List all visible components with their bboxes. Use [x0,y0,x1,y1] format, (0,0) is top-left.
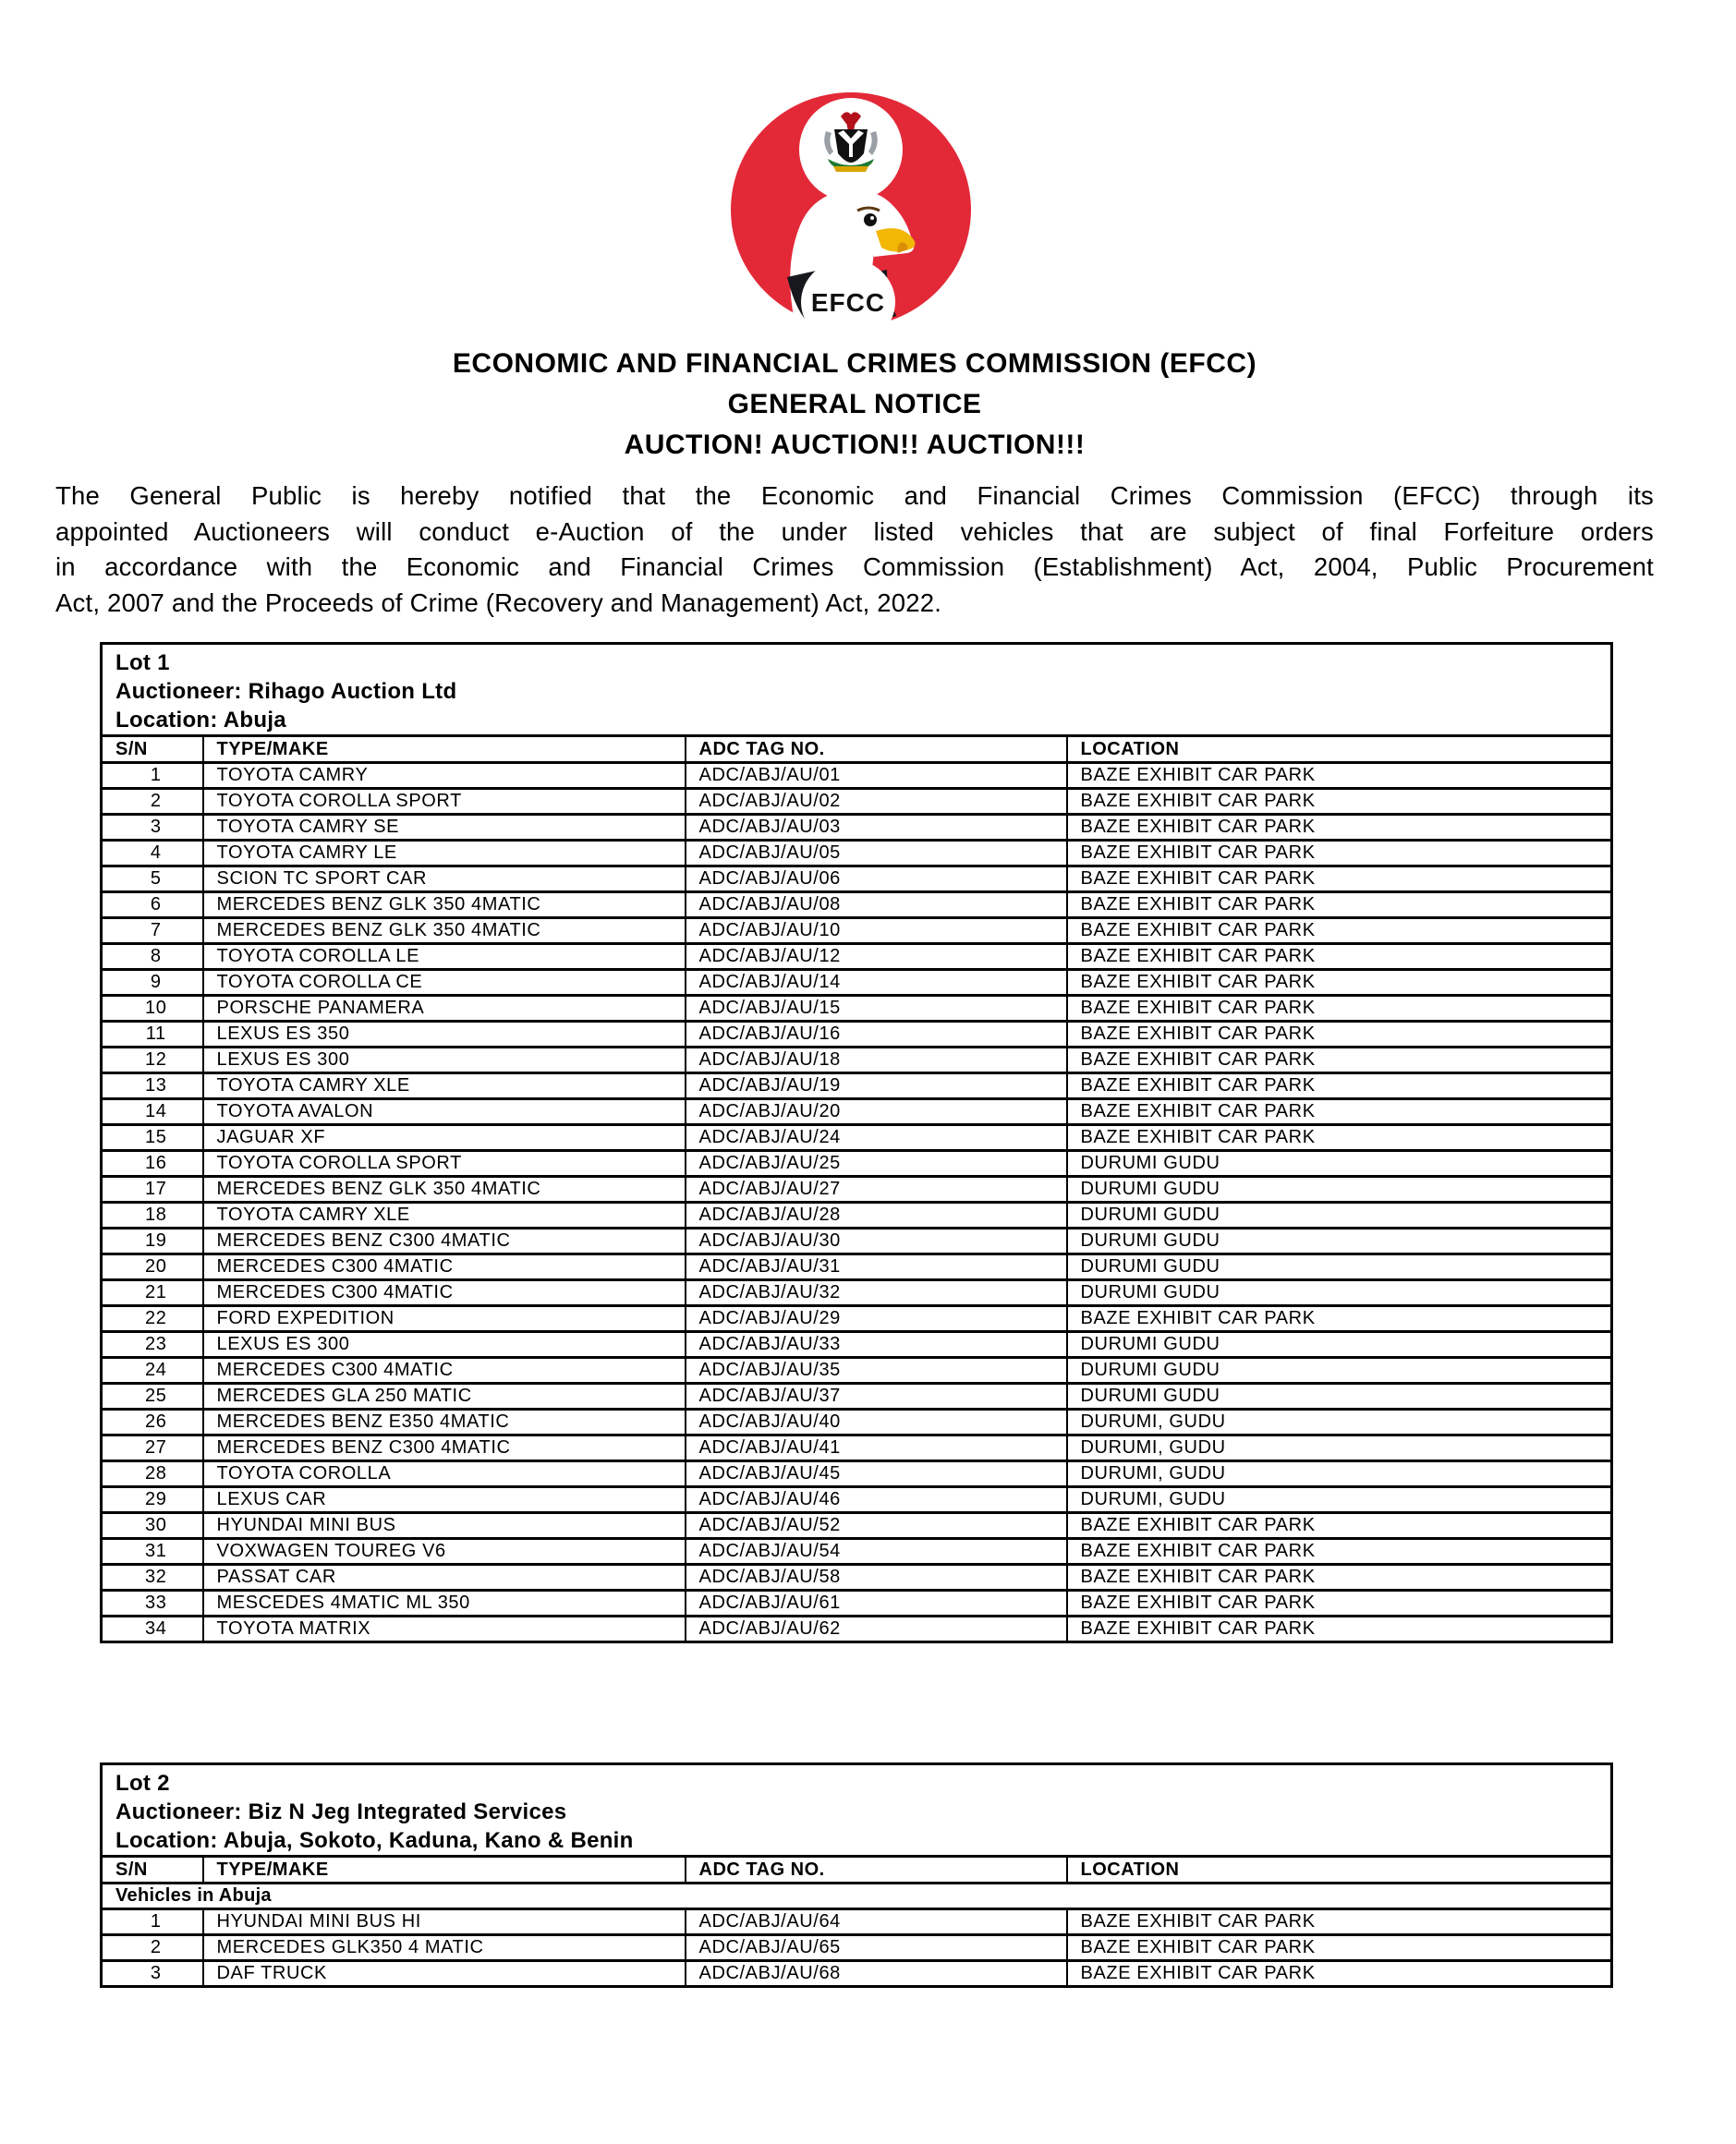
adc-tag-cell: ADC/ABJ/AU/14 [686,970,1067,996]
location-cell: BAZE EXHIBIT CAR PARK [1067,918,1612,944]
sn-cell: 2 [102,1935,203,1961]
sn-cell: 4 [102,841,203,866]
type-make-cell: TOYOTA CAMRY LE [203,841,686,866]
table-row [102,866,1612,892]
sn-cell: 7 [102,918,203,944]
type-make-cell: MERCEDES GLK350 4 MATIC [203,1935,686,1961]
lot2-table [100,1762,1613,1988]
sn-cell: 25 [102,1384,203,1410]
type-make-cell: VOXWAGEN TOUREG V6 [203,1539,686,1565]
table-row [102,970,1612,996]
type-make-cell: TOYOTA AVALON [203,1099,686,1125]
sn-cell: 11 [102,1022,203,1048]
sn-cell: 16 [102,1151,203,1177]
type-make-cell: DAF TRUCK [203,1961,686,1987]
sn-cell: 30 [102,1513,203,1539]
sn-cell: 34 [102,1617,203,1642]
location-cell: BAZE EXHIBIT CAR PARK [1067,1591,1612,1617]
type-make-cell: MERCEDES BENZ GLK 350 4MATIC [203,918,686,944]
intro-paragraph [55,478,1654,621]
location-cell: BAZE EXHIBIT CAR PARK [1067,970,1612,996]
table-row [102,1099,1612,1125]
sn-cell: 20 [102,1254,203,1280]
type-make-cell: TOYOTA COROLLA SPORT [203,1151,686,1177]
location-cell: BAZE EXHIBIT CAR PARK [1067,1073,1612,1099]
sn-cell: 1 [102,763,203,789]
table-row [102,1461,1612,1487]
location-cell: DURUMI, GUDU [1067,1487,1612,1513]
adc-tag-cell: ADC/ABJ/AU/12 [686,944,1067,970]
table-row [102,1909,1612,1935]
auction-title: AUCTION! AUCTION!! AUCTION!!! [624,430,1086,460]
type-make-cell: TOYOTA MATRIX [203,1617,686,1642]
column-header-type-make-cell: TYPE/MAKE [203,1857,686,1884]
table-row [102,1125,1612,1151]
section-label-row [102,1884,1612,1909]
adc-tag-cell: ADC/ABJ/AU/31 [686,1254,1067,1280]
adc-tag-cell: ADC/ABJ/AU/05 [686,841,1067,866]
type-make-cell: MERCEDES C300 4MATIC [203,1280,686,1306]
table-row [102,1254,1612,1280]
table-row [102,1961,1612,1987]
adc-tag-cell: ADC/ABJ/AU/19 [686,1073,1067,1099]
type-make-cell: TOYOTA COROLLA [203,1461,686,1487]
sn-cell: 27 [102,1435,203,1461]
location-cell: DURUMI GUDU [1067,1358,1612,1384]
type-make-cell: TOYOTA COROLLA CE [203,970,686,996]
type-make-cell: HYUNDAI MINI BUS HI [203,1909,686,1935]
location-cell: BAZE EXHIBIT CAR PARK [1067,763,1612,789]
type-make-cell: JAGUAR XF [203,1125,686,1151]
location-cell: DURUMI GUDU [1067,1254,1612,1280]
location-cell: BAZE EXHIBIT CAR PARK [1067,1565,1612,1591]
efcc-wordmark: EFCC [810,288,886,317]
location-cell: BAZE EXHIBIT CAR PARK [1067,1125,1612,1151]
lot-name: Lot 1 [115,649,170,675]
type-make-cell: MERCEDES BENZ GLK 350 4MATIC [203,1177,686,1203]
eagle-eye [864,213,877,226]
location-cell: DURUMI GUDU [1067,1229,1612,1254]
sn-cell: 26 [102,1410,203,1435]
adc-tag-cell: ADC/ABJ/AU/27 [686,1177,1067,1203]
lot1-section [100,642,1613,1643]
adc-tag-cell: ADC/ABJ/AU/06 [686,866,1067,892]
type-make-cell: MESCEDES 4MATIC ML 350 [203,1591,686,1617]
type-make-cell: MERCEDES BENZ GLK 350 4MATIC [203,892,686,918]
table-row [102,763,1612,789]
adc-tag-cell: ADC/ABJ/AU/10 [686,918,1067,944]
adc-tag-cell: ADC/ABJ/AU/46 [686,1487,1067,1513]
table-row [102,1073,1612,1099]
location-cell: DURUMI, GUDU [1067,1435,1612,1461]
table-row [102,1935,1612,1961]
location-cell: DURUMI, GUDU [1067,1461,1612,1487]
type-make-cell: LEXUS ES 300 [203,1048,686,1073]
table-row [102,1513,1612,1539]
table-row [102,1565,1612,1591]
table-row [102,1151,1612,1177]
table-row [102,892,1612,918]
location-cell: BAZE EXHIBIT CAR PARK [1067,996,1612,1022]
location-cell: BAZE EXHIBIT CAR PARK [1067,841,1612,866]
sn-cell: 23 [102,1332,203,1358]
adc-tag-cell: ADC/ABJ/AU/54 [686,1539,1067,1565]
location-cell: DURUMI GUDU [1067,1177,1612,1203]
adc-tag-cell: ADC/ABJ/AU/32 [686,1280,1067,1306]
location-cell: BAZE EXHIBIT CAR PARK [1067,944,1612,970]
sn-cell: 18 [102,1203,203,1229]
sn-cell: 19 [102,1229,203,1254]
type-make-cell: HYUNDAI MINI BUS [203,1513,686,1539]
type-make-cell: TOYOTA COROLLA LE [203,944,686,970]
column-header-type-make-cell: TYPE/MAKE [203,736,686,763]
adc-tag-cell: ADC/ABJ/AU/29 [686,1306,1067,1332]
sn-cell: 1 [102,1909,203,1935]
lot-name: Lot 2 [115,1770,170,1796]
efcc-logo [730,92,972,347]
type-make-cell: FORD EXPEDITION [203,1306,686,1332]
location-cell: BAZE EXHIBIT CAR PARK [1067,1909,1612,1935]
adc-tag-cell: ADC/ABJ/AU/64 [686,1909,1067,1935]
table-row [102,1591,1612,1617]
location-cell: BAZE EXHIBIT CAR PARK [1067,1539,1612,1565]
adc-tag-cell: ADC/ABJ/AU/41 [686,1435,1067,1461]
adc-tag-cell: ADC/ABJ/AU/16 [686,1022,1067,1048]
adc-tag-cell: ADC/ABJ/AU/58 [686,1565,1067,1591]
type-make-cell: MERCEDES BENZ C300 4MATIC [203,1229,686,1254]
type-make-cell: MERCEDES GLA 250 MATIC [203,1384,686,1410]
intro-line: The General Public is hereby notified that the Economic and Financial Crimes Commission (EFCC) through its [55,481,1654,510]
sn-cell: 10 [102,996,203,1022]
sn-cell: 28 [102,1461,203,1487]
adc-tag-cell: ADC/ABJ/AU/33 [686,1332,1067,1358]
lot-location: Location: Abuja [115,707,286,733]
lot-header-row [102,644,1612,736]
type-make-cell: PORSCHE PANAMERA [203,996,686,1022]
type-make-cell: MERCEDES C300 4MATIC [203,1254,686,1280]
table-row [102,1487,1612,1513]
column-header-location-cell: LOCATION [1067,1857,1612,1884]
sn-cell: 24 [102,1358,203,1384]
type-make-cell: SCION TC SPORT CAR [203,866,686,892]
column-header-sn-cell: S/N [102,1857,203,1884]
table-row [102,918,1612,944]
type-make-cell: LEXUS CAR [203,1487,686,1513]
location-cell: BAZE EXHIBIT CAR PARK [1067,866,1612,892]
type-make-cell: TOYOTA COROLLA SPORT [203,789,686,815]
type-make-cell: TOYOTA CAMRY SE [203,815,686,841]
type-make-cell: PASSAT CAR [203,1565,686,1591]
adc-tag-cell: ADC/ABJ/AU/61 [686,1591,1067,1617]
adc-tag-cell: ADC/ABJ/AU/15 [686,996,1067,1022]
location-cell: BAZE EXHIBIT CAR PARK [1067,1099,1612,1125]
adc-tag-cell: ADC/ABJ/AU/45 [686,1461,1067,1487]
adc-tag-cell: ADC/ABJ/AU/08 [686,892,1067,918]
column-header-adc-tag-cell: ADC TAG NO. [686,1857,1067,1884]
location-cell: DURUMI GUDU [1067,1203,1612,1229]
location-cell: BAZE EXHIBIT CAR PARK [1067,1513,1612,1539]
adc-tag-cell: ADC/ABJ/AU/01 [686,763,1067,789]
location-cell: DURUMI, GUDU [1067,1410,1612,1435]
sn-cell: 21 [102,1280,203,1306]
sn-cell: 22 [102,1306,203,1332]
sn-cell: 12 [102,1048,203,1073]
intro-line: Act, 2007 and the Proceeds of Crime (Recovery and Management) Act, 2022. [55,587,942,617]
location-cell: BAZE EXHIBIT CAR PARK [1067,815,1612,841]
sn-cell: 17 [102,1177,203,1203]
sn-cell: 14 [102,1099,203,1125]
location-cell: BAZE EXHIBIT CAR PARK [1067,1961,1612,1987]
sn-cell: 8 [102,944,203,970]
adc-tag-cell: ADC/ABJ/AU/24 [686,1125,1067,1151]
table-row [102,789,1612,815]
table-row [102,1177,1612,1203]
sn-cell: 31 [102,1539,203,1565]
type-make-cell: TOYOTA CAMRY [203,763,686,789]
location-cell: DURUMI GUDU [1067,1332,1612,1358]
location-cell: BAZE EXHIBIT CAR PARK [1067,1617,1612,1642]
sn-cell: 13 [102,1073,203,1099]
table-row [102,815,1612,841]
type-make-cell: MERCEDES C300 4MATIC [203,1358,686,1384]
lot-header-cell [102,1764,1612,1857]
adc-tag-cell: ADC/ABJ/AU/20 [686,1099,1067,1125]
table-row [102,1280,1612,1306]
adc-tag-cell: ADC/ABJ/AU/52 [686,1513,1067,1539]
sn-cell: 3 [102,1961,203,1987]
column-header-row [102,736,1612,763]
lot2-section [100,1762,1613,1988]
column-header-row [102,1857,1612,1884]
sn-cell: 3 [102,815,203,841]
lot-location: Location: Abuja, Sokoto, Kaduna, Kano & Benin [115,1827,634,1853]
intro-line: appointed Auctioneers will conduct e-Auction of the under listed vehicles that are subject of final Forfeiture orders [55,516,1654,546]
table-row [102,1384,1612,1410]
adc-tag-cell: ADC/ABJ/AU/35 [686,1358,1067,1384]
adc-tag-cell: ADC/ABJ/AU/62 [686,1617,1067,1642]
sn-cell: 33 [102,1591,203,1617]
table-row [102,1539,1612,1565]
sn-cell: 29 [102,1487,203,1513]
adc-tag-cell: ADC/ABJ/AU/02 [686,789,1067,815]
table-row [102,1306,1612,1332]
table-row [102,1358,1612,1384]
section-label: Vehicles in Abuja [102,1884,1612,1909]
table-row [102,1229,1612,1254]
table-row [102,1332,1612,1358]
lot-auctioneer: Auctioneer: Rihago Auction Ltd [115,678,457,704]
adc-tag-cell: ADC/ABJ/AU/30 [686,1229,1067,1254]
location-cell: BAZE EXHIBIT CAR PARK [1067,1935,1612,1961]
adc-tag-cell: ADC/ABJ/AU/37 [686,1384,1067,1410]
adc-tag-cell: ADC/ABJ/AU/03 [686,815,1067,841]
lot-header-cell [102,644,1612,736]
adc-tag-cell: ADC/ABJ/AU/25 [686,1151,1067,1177]
efcc-seal-graphic [730,92,972,347]
adc-tag-cell: ADC/ABJ/AU/28 [686,1203,1067,1229]
intro-line: in accordance with the Economic and Financial Crimes Commission (Establishment) Act, 2004, Public Procurement [55,552,1654,581]
location-cell: DURUMI GUDU [1067,1280,1612,1306]
sn-cell: 32 [102,1565,203,1591]
sn-cell: 6 [102,892,203,918]
table-row [102,996,1612,1022]
location-cell: BAZE EXHIBIT CAR PARK [1067,789,1612,815]
column-header-sn-cell: S/N [102,736,203,763]
table-row [102,1022,1612,1048]
page-title: ECONOMIC AND FINANCIAL CRIMES COMMISSION (EFCC) [452,348,1257,379]
location-cell: DURUMI GUDU [1067,1151,1612,1177]
sn-cell: 2 [102,789,203,815]
sn-cell: 5 [102,866,203,892]
table-row [102,1617,1612,1642]
lot-auctioneer: Auctioneer: Biz N Jeg Integrated Services [115,1799,567,1824]
location-cell: BAZE EXHIBIT CAR PARK [1067,1022,1612,1048]
type-make-cell: MERCEDES BENZ C300 4MATIC [203,1435,686,1461]
table-row [102,1048,1612,1073]
type-make-cell: TOYOTA CAMRY XLE [203,1073,686,1099]
adc-tag-cell: ADC/ABJ/AU/65 [686,1935,1067,1961]
lot1-table [100,642,1613,1643]
type-make-cell: LEXUS ES 300 [203,1332,686,1358]
table-row [102,841,1612,866]
adc-tag-cell: ADC/ABJ/AU/40 [686,1410,1067,1435]
type-make-cell: TOYOTA CAMRY XLE [203,1203,686,1229]
adc-tag-cell: ADC/ABJ/AU/68 [686,1961,1067,1987]
table-row [102,1410,1612,1435]
type-make-cell: LEXUS ES 350 [203,1022,686,1048]
lot-header-row [102,1764,1612,1857]
location-cell: DURUMI GUDU [1067,1384,1612,1410]
table-row [102,1203,1612,1229]
document-header [55,344,1654,466]
table-row [102,944,1612,970]
type-make-cell: MERCEDES BENZ E350 4MATIC [203,1410,686,1435]
table-row [102,1435,1612,1461]
sn-cell: 15 [102,1125,203,1151]
sn-cell: 9 [102,970,203,996]
column-header-adc-tag-cell: ADC TAG NO. [686,736,1067,763]
column-header-location-cell: LOCATION [1067,736,1612,763]
location-cell: BAZE EXHIBIT CAR PARK [1067,1048,1612,1073]
location-cell: BAZE EXHIBIT CAR PARK [1067,892,1612,918]
adc-tag-cell: ADC/ABJ/AU/18 [686,1048,1067,1073]
general-notice-title: GENERAL NOTICE [727,389,982,419]
location-cell: BAZE EXHIBIT CAR PARK [1067,1306,1612,1332]
